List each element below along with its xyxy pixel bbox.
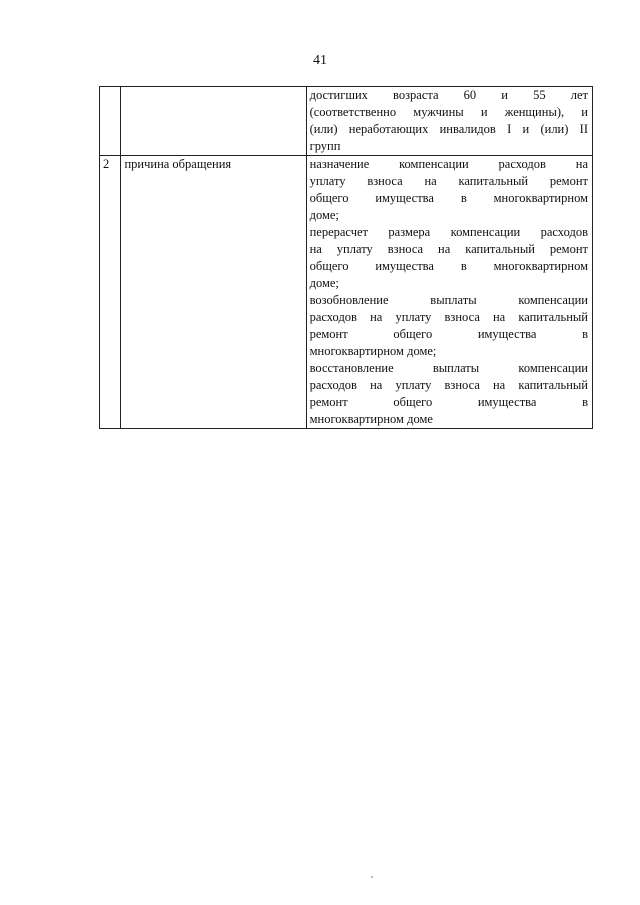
value-line: назначение компенсации расходов на <box>309 157 588 171</box>
value-line: на уплату взноса на капитальный ремонт <box>309 242 588 256</box>
value-line: уплату взноса на капитальный ремонт <box>309 174 588 188</box>
value-line: восстановление выплаты компенсации <box>309 361 588 375</box>
value-line: (или) неработающих инвалидов I и (или) II <box>309 122 588 136</box>
scan-speck <box>371 876 373 878</box>
value-line: многоквартирном доме <box>309 412 433 426</box>
row-number-cell <box>100 87 121 156</box>
document-table <box>99 86 593 429</box>
value-line: общего имущества в многоквартирном <box>309 191 588 205</box>
row-value-cell <box>306 87 592 156</box>
value-line: ремонт общего имущества в <box>309 327 588 341</box>
value-line: расходов на уплату взноса на капитальный <box>309 378 588 392</box>
row-name-cell: причина обращения <box>121 156 306 429</box>
value-line: (соответственно мужчины и женщины), и <box>309 105 588 119</box>
value-line: перерасчет размера компенсации расходов <box>309 225 588 239</box>
value-line: расходов на уплату взноса на капитальный <box>309 310 588 324</box>
value-line: ремонт общего имущества в <box>309 395 588 409</box>
value-line: достигших возраста 60 и 55 лет <box>309 88 588 102</box>
row-number-cell: 2 <box>100 156 121 429</box>
value-line: доме; <box>309 276 339 290</box>
value-line: доме; <box>309 208 339 222</box>
value-line: многоквартирном доме; <box>309 344 437 358</box>
value-line: общего имущества в многоквартирном <box>309 259 588 273</box>
table-row <box>100 87 593 156</box>
value-line: возобновление выплаты компенсации <box>309 293 588 307</box>
row-value-cell <box>306 156 592 429</box>
table-row <box>100 156 593 429</box>
page-number: 41 <box>313 53 327 68</box>
value-line: групп <box>309 139 341 153</box>
row-name-cell <box>121 87 306 156</box>
